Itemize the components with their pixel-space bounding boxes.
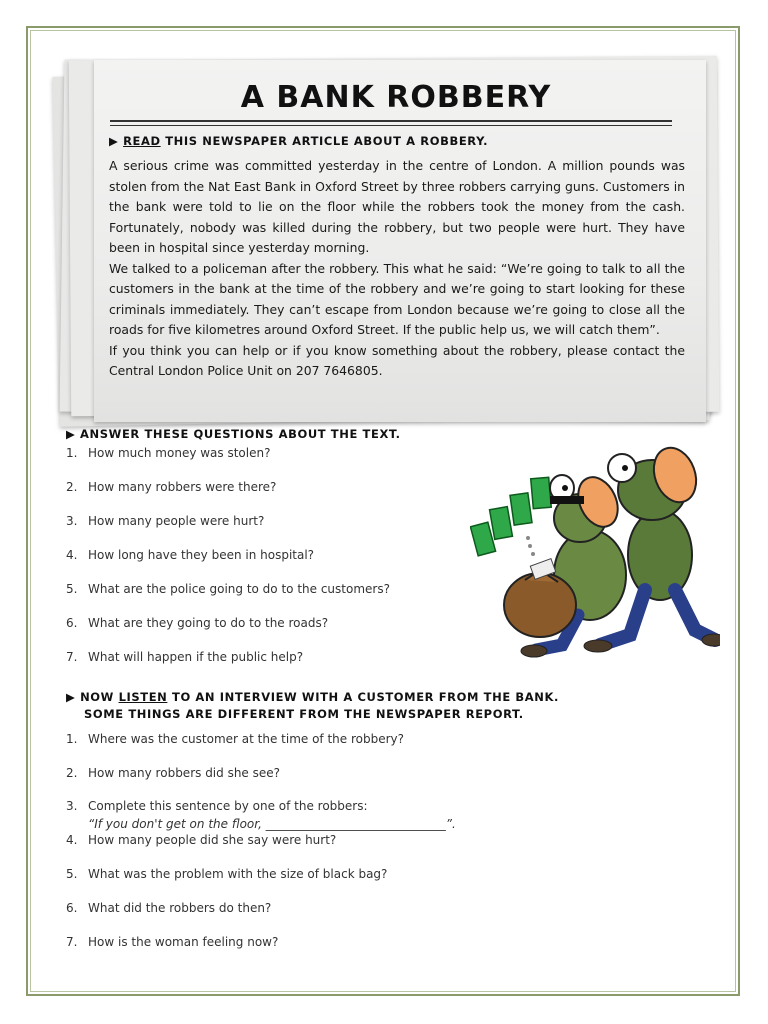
- question-text: What are the police going to do to the customers?: [88, 582, 390, 596]
- headline-rule: [110, 125, 672, 126]
- answer-instruction: ▶ ANSWER THESE QUESTIONS ABOUT THE TEXT.: [66, 427, 401, 441]
- read-instruction: [109, 134, 488, 148]
- question-text: How long have they been in hospital?: [88, 548, 315, 562]
- list-item: [66, 867, 387, 881]
- arrow-marker-icon: ▶: [66, 690, 76, 704]
- question-text: How many people were hurt?: [88, 514, 265, 528]
- question-number: 3.: [66, 514, 78, 528]
- question-number: 4.: [66, 548, 78, 562]
- article-paragraph: We talked to a policeman after the robbery. This what he said: “We’re going to talk to all the customers in the bank at the time of the robbery and we’re going to start looking for these criminals immediately. They can’t escape from London because we’re going to close all the roads for five kilometres around Oxford Street. If the public help us, we will catch them”.: [109, 260, 685, 337]
- listen-pre: NOW: [80, 690, 114, 704]
- question-number: 5.: [66, 582, 78, 596]
- article-paragraph: A serious crime was committed yesterday in the centre of London. A million pounds was stolen from the Nat East Bank in Oxford Street by three robbers carrying guns. Customers in the bank were told to lie on the floor while the robbers took the money from the cash. Fortunately, nobody was killed during the robbery, but two people were hurt. They have been in hospital since yesterday morning.: [109, 158, 685, 255]
- question-text: How is the woman feeling now?: [88, 935, 279, 949]
- list-item: [66, 616, 328, 630]
- list-item: [66, 833, 336, 847]
- question-text: Complete this sentence by one of the robbers:: [88, 799, 368, 813]
- question-text: What will happen if the public help?: [88, 650, 304, 664]
- banknote-icon: [470, 477, 551, 556]
- robbers-illustration: [470, 430, 720, 660]
- question-number: 4.: [66, 833, 78, 847]
- headline-rule: [110, 120, 672, 122]
- question-text: How many robbers were there?: [88, 480, 277, 494]
- read-verb: READ: [123, 134, 161, 148]
- listen-instruction-line2: SOME THINGS ARE DIFFERENT FROM THE NEWSPAPER REPORT.: [84, 707, 524, 721]
- arrow-marker-icon: ▶: [109, 134, 119, 148]
- list-item: [66, 446, 270, 460]
- listen-verb: LISTEN: [118, 690, 168, 704]
- article-paragraph: If you think you can help or if you know something about the robbery, please contact the Central London Police Unit on 207 7646805.: [109, 342, 685, 378]
- sentence-to-complete: “If you don't get on the floor, ______________________________”.: [88, 817, 456, 831]
- question-text: How many robbers did she see?: [88, 766, 281, 780]
- question-number: 5.: [66, 867, 78, 881]
- question-number: 2.: [66, 766, 78, 780]
- list-item: [66, 799, 368, 813]
- page-title: A BANK ROBBERY: [240, 80, 552, 115]
- question-text: What did the robbers do then?: [88, 901, 272, 915]
- question-number: 2.: [66, 480, 78, 494]
- question-number: 3.: [66, 799, 78, 813]
- question-number: 6.: [66, 616, 78, 630]
- question-text: How much money was stolen?: [88, 446, 271, 460]
- list-item: [66, 514, 264, 528]
- question-text: What was the problem with the size of black bag?: [88, 867, 388, 881]
- list-item: [66, 732, 404, 746]
- question-number: 7.: [66, 650, 78, 664]
- question-number: 1.: [66, 732, 78, 746]
- list-item: [66, 480, 276, 494]
- question-number: 1.: [66, 446, 78, 460]
- article-body: [109, 156, 685, 382]
- list-item: [66, 935, 278, 949]
- read-instruction-text: THIS NEWSPAPER ARTICLE ABOUT A ROBBERY.: [165, 134, 489, 148]
- list-item: [66, 901, 271, 915]
- question-number: 7.: [66, 935, 78, 949]
- question-number: 6.: [66, 901, 78, 915]
- list-item: [66, 766, 280, 780]
- list-item: [66, 650, 303, 664]
- question-text: What are they going to do to the roads?: [88, 616, 329, 630]
- listen-instruction-text: TO AN INTERVIEW WITH A CUSTOMER FROM THE BANK.: [172, 690, 559, 704]
- listen-instruction: [66, 690, 559, 704]
- question-text: Where was the customer at the time of the robbery?: [88, 732, 405, 746]
- list-item: [66, 548, 314, 562]
- question-text: How many people did she say were hurt?: [88, 833, 337, 847]
- list-item: [66, 582, 390, 596]
